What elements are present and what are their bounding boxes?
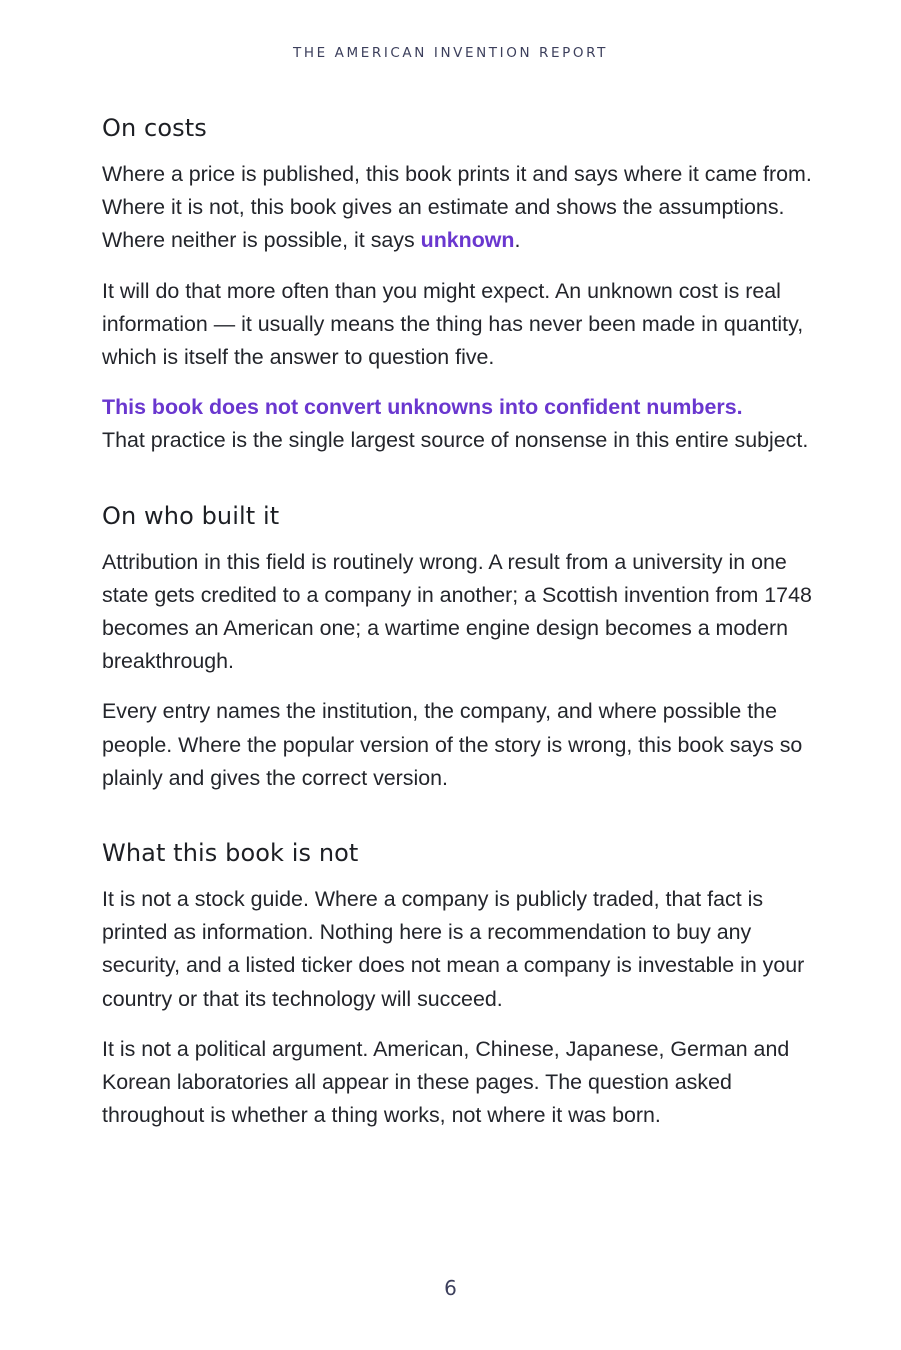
paragraph-not-1: It is not a stock guide. Where a company is publicly traded, that fact is printed as information. Nothing here is a recommendation to buy any security, and a listed ticker does not mean a company is investable in your country or that its technology will succeed. <box>102 887 805 1011</box>
highlight-unknown: unknown <box>420 228 515 253</box>
paragraph-costs-1-text: Where a price is published, this book prints it and says where it came from. Where it is not, this book gives an estimate and shows the assumptions. Where neither is possible, it says <box>102 162 812 253</box>
section-what-this-book-is-not <box>102 833 812 1132</box>
section-heading-not: What this book is not <box>102 839 359 868</box>
section-heading-costs: On costs <box>102 114 207 142</box>
paragraph-attribution-1: Attribution in this field is routinely wrong. A result from a university in one state gets credited to a company in another; a Scottish invention from 1748 becomes an American one; a wartime engine design becomes a modern breakthrough. <box>102 549 812 674</box>
paragraph-attribution-2: Every entry names the institution, the company, and where possible the people. Where the popular version of the story is wrong, this book says so plainly and gives the correct version. <box>102 699 803 790</box>
paragraph-costs-1 <box>102 158 812 258</box>
paragraph-not-2: It is not a political argument. American, Chinese, Japanese, German and Korean laboratories all appear in these pages. The question asked throughout is whether a thing works, not where it was born. <box>102 1036 790 1128</box>
section-heading-attribution: On who built it <box>102 501 280 530</box>
paragraph-costs-1-end: . <box>514 228 521 253</box>
paragraph-costs-3-text: That practice is the single largest source of nonsense in this entire subject. <box>102 428 809 453</box>
highlight-statement: This book does not convert unknowns into confident numbers. <box>102 395 743 420</box>
running-header: THE AMERICAN INVENTION REPORT <box>293 45 608 61</box>
page-body <box>102 108 812 1149</box>
paragraph-costs-2: It will do that more often than you might expect. An unknown cost is real information — it usually means the thing has never been made in quantity, which is itself the answer to question five. <box>102 278 804 370</box>
section-on-costs <box>102 108 812 458</box>
section-on-who-built-it <box>102 496 812 795</box>
paragraph-costs-3 <box>102 391 812 457</box>
page-number: 6 <box>444 1276 457 1300</box>
